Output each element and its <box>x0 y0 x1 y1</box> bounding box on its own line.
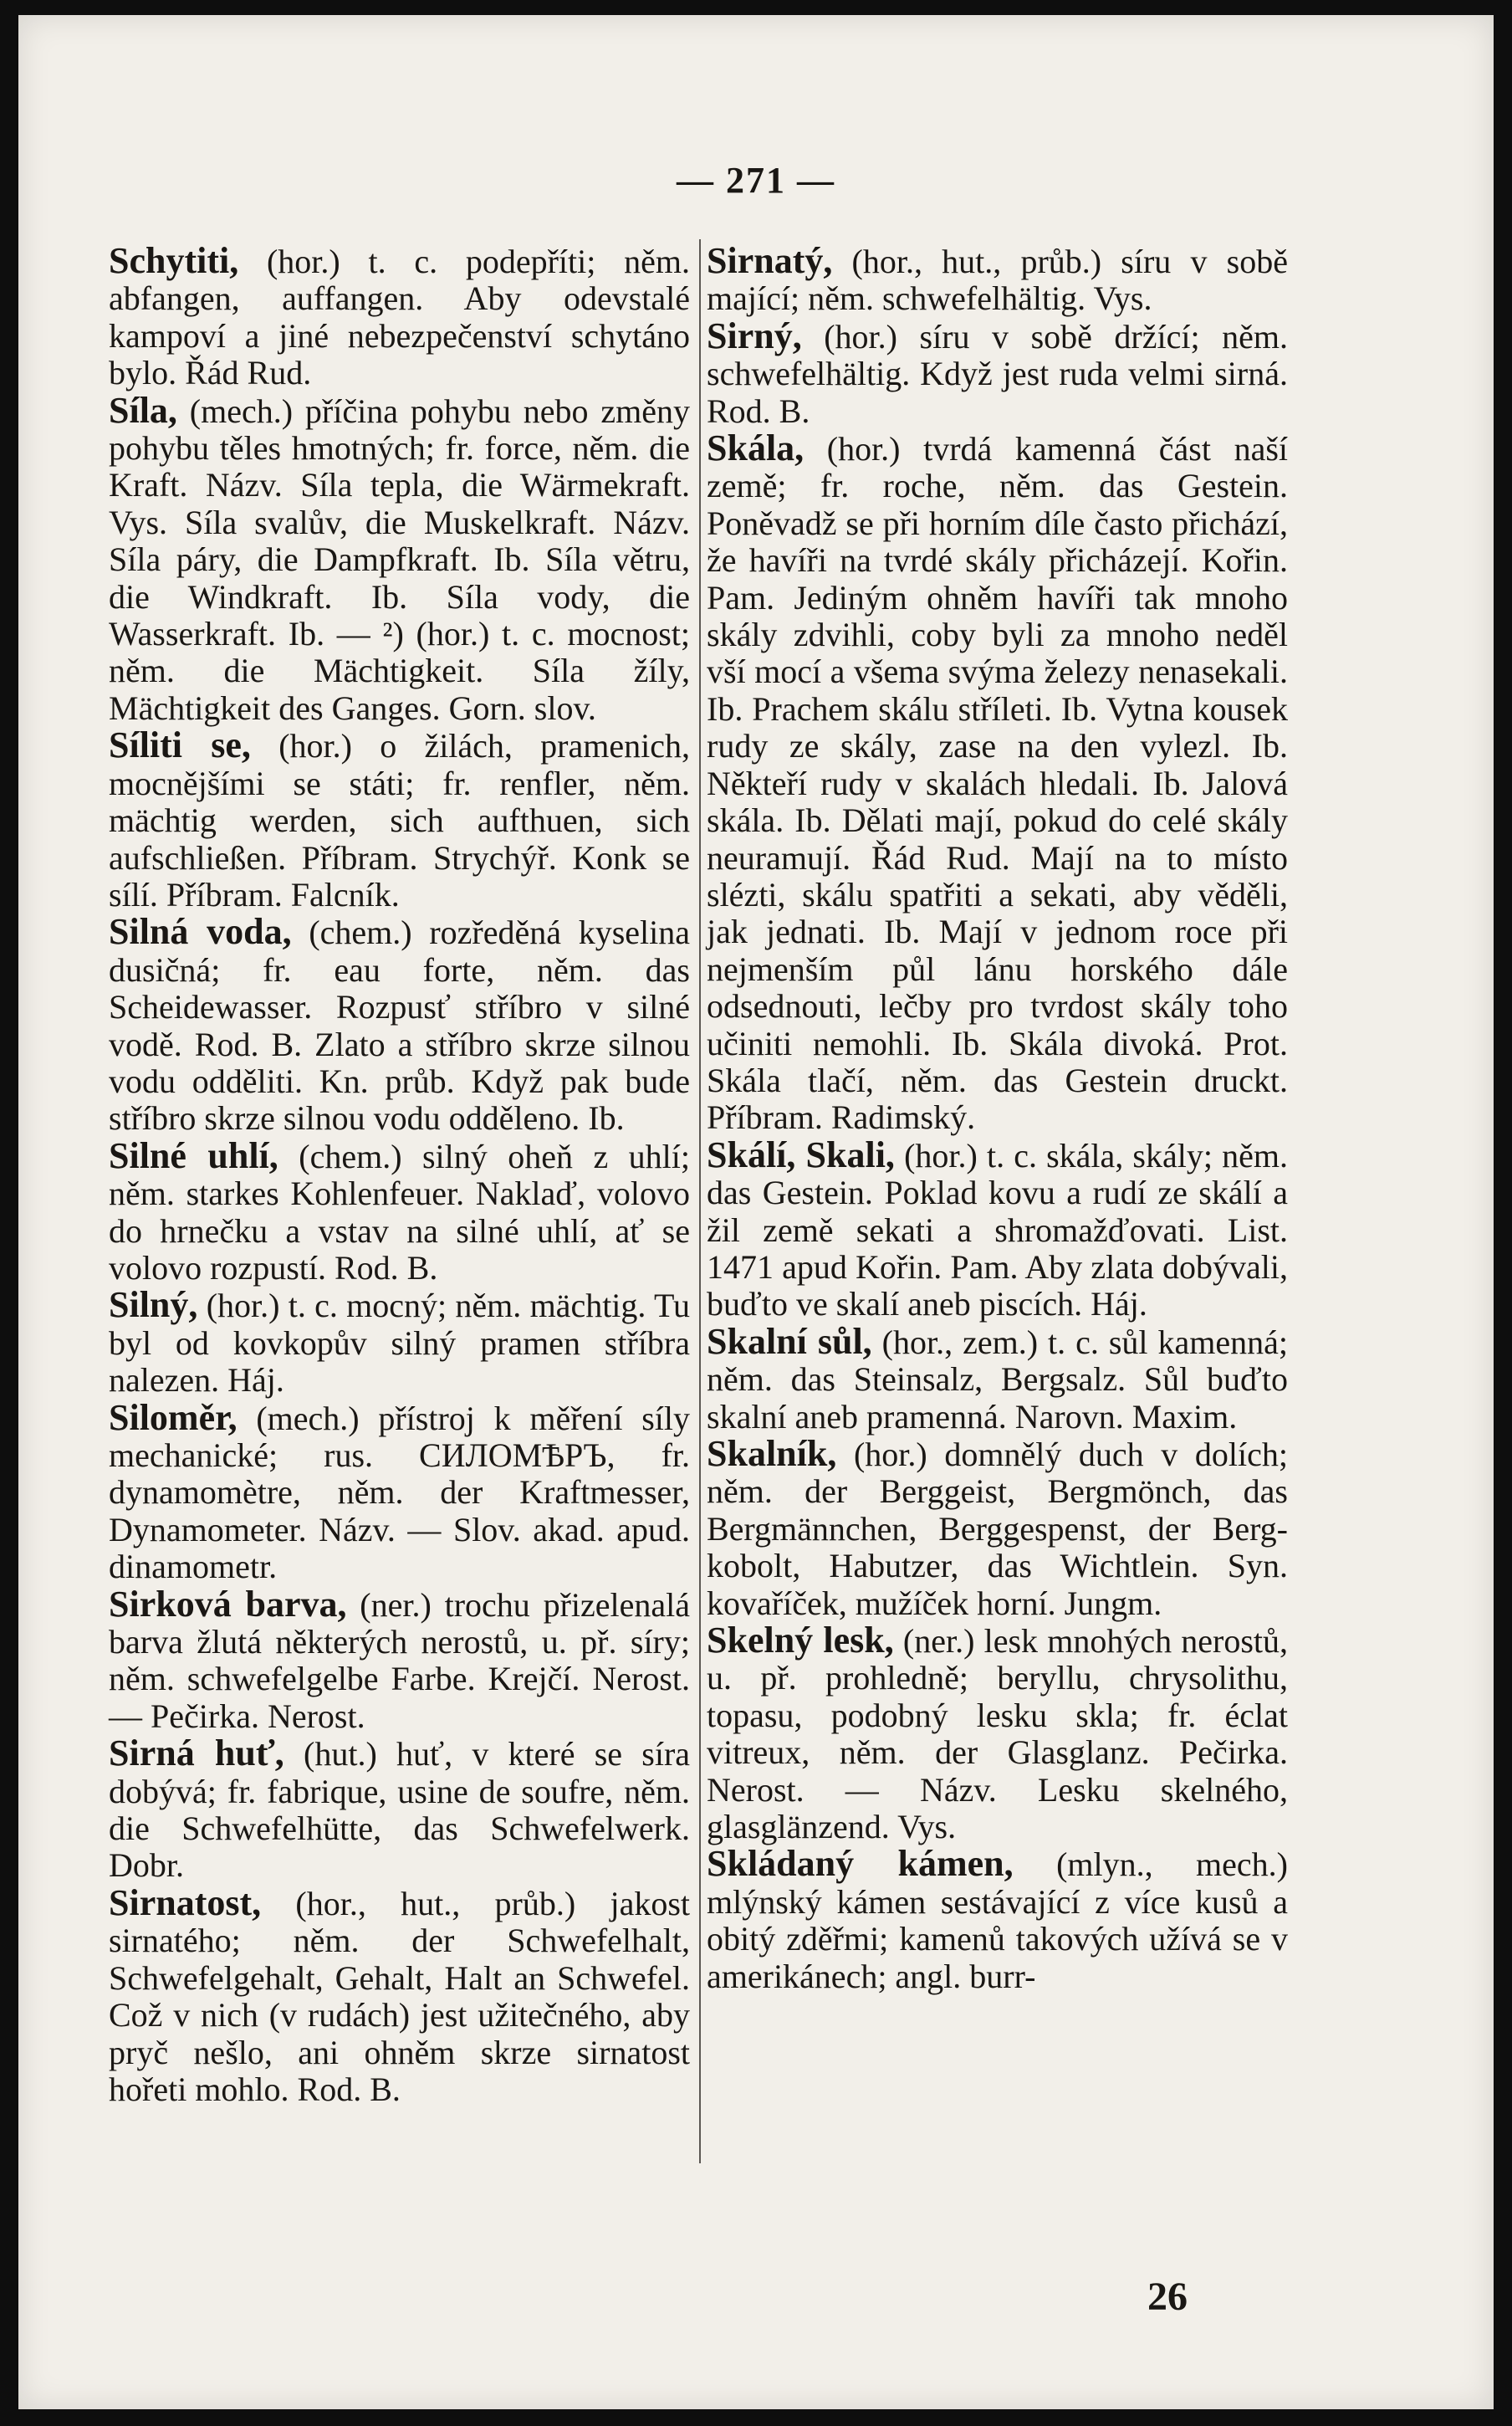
entry-headword: Siloměr, <box>109 1396 238 1438</box>
dictionary-page <box>18 15 1494 2409</box>
dictionary-entry <box>109 240 690 392</box>
entry-headword: Sirná huť, <box>109 1732 284 1774</box>
dictionary-entry <box>707 1845 1288 1995</box>
entry-headword: Skalník, <box>707 1433 837 1474</box>
entry-definition: (hor.) síru v sobě držící; něm. schwefelhältig. Když jest ruda velmi sirná. Rod. B. <box>707 317 1288 430</box>
dictionary-entry <box>109 1284 691 1400</box>
entry-definition: (mech.) příčina pohybu nebo změny pohybu těles hmotných; fr. force, něm. die Kraft. Názv. Síla tepla, die Wärmekraft. Vys. Síla svalův, die Muskelkraft. Názv. Síla páry, die Dampfkraft. Ib. Síla větru, die Windkraft. Ib. Síla vody, die Wasserkraft. Ib. — ²) (hor.) t. c. mocnost; něm. die Mächtigkeit. Síla žíly, Mächtigkeit des Ganges. Gorn. slov. <box>109 392 690 727</box>
entry-headword: Sirková barva, <box>109 1583 347 1625</box>
right-column <box>707 240 1289 1995</box>
dictionary-entry <box>707 1320 1288 1436</box>
dictionary-entry <box>109 1583 691 1736</box>
entry-definition: (chem.) silný oheň z uhlí; něm. starkes Kohlenfeuer. Naklaď, volovo do hrnečku a vstav na silné uhlí, ať se volovo rozpustí. Rod. B. <box>109 1137 691 1287</box>
dictionary-entry <box>109 1732 691 1885</box>
entry-definition: (hut.) huť, v které se síra dobývá; fr. fabrique, usine de soufre, něm. die Schwefelhütte, das Schwefelwerk. Dobr. <box>109 1735 691 1885</box>
dictionary-entry <box>109 1396 690 1586</box>
dictionary-entry <box>109 1134 691 1287</box>
entry-headword: Skalní sůl, <box>707 1320 872 1362</box>
entry-definition: (hor.) t. c. mocný; něm. mächtig. Tu byl od kovkopův silný pramen stříbra nalezen. Háj. <box>109 1287 691 1400</box>
left-column <box>109 240 691 2108</box>
entry-definition: (hor.) t. c. podepříti; něm. abfangen, auffangen. Aby odevstalé kampoví a jiné nebezpečenství schytáno bylo. Řád Rud. <box>109 243 690 392</box>
entry-headword: Síliti se, <box>109 724 251 766</box>
entry-definition: (hor.) t. c. skála, skály; něm. das Gestein. Poklad kovu a rudí ze skálí a žil země sekati a shromažďovati. List. 1471 apud Kořin. Pam. Aby zlata dobývali, buďto ve skalí aneb piscích. Háj. <box>707 1136 1288 1323</box>
entry-definition: (hor.) o žilách, pramenich, mocnějšími se státi; fr. renfler, něm. mächtig werden, sich aufthuen, sich aufschließen. Příbram. Strychýř. Konk se sílí. Příbram. Falcník. <box>109 727 690 914</box>
signature-mark: 26 <box>1147 2275 1188 2319</box>
dictionary-entry <box>707 1433 1289 1622</box>
dictionary-entry <box>707 427 1288 1137</box>
entry-headword: Skládaný kámen, <box>707 1843 1014 1885</box>
dictionary-entry <box>707 1622 1288 1845</box>
entry-headword: Skála, <box>707 427 805 469</box>
entry-headword: Silná voda, <box>109 911 292 953</box>
entry-definition: (hor., hut., průb.) jakost sirnatého; něm. der Schwefelhalt, Schwefelgehalt, Gehalt, Halt an Schwefel. Což v nich (v rudách) jest užitečného, aby pryč nešlo, ani ohněm skrze sirnatost hořeti mohlo. Rod. B. <box>109 1884 691 2108</box>
entry-headword: Sirný, <box>707 315 802 356</box>
entry-definition: (hor., hut., průb.) síru v sobě mající; něm. schwefelhältig. Vys. <box>707 243 1288 318</box>
entry-headword: Síla, <box>109 389 177 431</box>
column-divider <box>699 239 701 2163</box>
entry-definition: (ner.) trochu přizelenalá barva žlutá některých nerostů, u. př. síry; něm. schwefelgelbe Farbe. Krejčí. Nerost. — Pečirka. Nerost. <box>109 1585 691 1735</box>
entry-definition: (hor., zem.) t. c. sůl kamenná; něm. das Steinsalz, Bergsalz. Sůl buďto skalní aneb pramenná. Narovn. Maxim. <box>707 1323 1288 1436</box>
entry-headword: Schytiti, <box>109 240 239 281</box>
entry-headword: Skálí, Skali, <box>707 1134 895 1175</box>
page-number: — 271 — <box>677 160 835 201</box>
entry-headword: Silný, <box>109 1284 198 1326</box>
entry-definition: (hor.) domnělý duch v dolích; něm. der Berggeist, Bergmönch, das Bergmännchen, Berggespenst, der Berg-kobolt, Habutzer, das Wichtlein. Syn. kovaříček, mužíček horní. Jungm. <box>707 1436 1289 1622</box>
entry-headword: Silné uhlí, <box>109 1134 278 1176</box>
entry-definition: (ner.) lesk mnohých nerostů, u. př. prohledně; beryllu, chrysolithu, topasu, podobný lesku skla; fr. éclat vitreux, něm. der Glasglanz. Pečirka. Nerost. — Názv. Lesku skelného, glasglänzend. Vys. <box>707 1622 1289 1846</box>
entry-headword: Sirnatý, <box>707 240 833 281</box>
entry-definition: (mlyn., mech.) mlýnský kámen sestávající z více kusů a obitý zděřmi; kamenů takových užívá se v amerikánech; angl. burr- <box>707 1845 1288 1995</box>
entry-headword: Sirnatost, <box>109 1881 262 1923</box>
entry-definition: (hor.) tvrdá kamenná část naší země; fr. roche, něm. das Gestein. Poněvadž se při horním díle často přichází, že havíři na tvrdé skály přicházejí. Kořin. Pam. Jediným ohněm havíři tak mnoho skály zdvihli, coby byli za mnoho neděl vší mocí a všema svýma železy nenasekali. Ib. Prachem skálu stříleti. Ib. Vytna kousek rudy ze skály, zase na den vylezl. Ib. Někteří rudy v skalách hledali. Ib. Jalová skála. Ib. Dělati mají, pokud do celé skály neuramují. Řád Rud. Mají na to místo slézti, skálu spatřiti a sekati, aby věděli, jak jednati. Ib. Mají v jednom roce při nejmenším půl lánu horského dále odsednouti, lečby pro tvrdost skály toho učiniti nemohli. Ib. Skála divoká. Prot. Skála tlačí, něm. das Gestein druckt. Příbram. Radimský. <box>707 430 1288 1137</box>
entry-headword: Skelný lesk, <box>707 1620 894 1661</box>
entry-definition: (mech.) přístroj k měření síly mechanické; rus. СИЛОМѢРЪ, fr. dynamomètre, něm. der Kraftmesser, Dynamometer. Názv. — Slov. akad. apud. dinamometr. <box>109 1399 690 1586</box>
dictionary-entry <box>109 389 690 728</box>
dictionary-entry <box>109 724 690 914</box>
dictionary-entry <box>707 1134 1288 1323</box>
dictionary-entry <box>707 240 1288 318</box>
dictionary-entry <box>707 315 1288 430</box>
dictionary-entry <box>109 1881 691 2108</box>
entry-definition: (chem.) rozředěná kyselina dusičná; fr. eau forte, něm. das Scheidewasser. Rozpusť stříbro v silné vodě. Rod. B. Zlato a stříbro skrze silnou vodu odděliti. Kn. průb. Když pak bude stříbro skrze silnou vodu odděleno. Ib. <box>109 914 690 1138</box>
dictionary-entry <box>109 911 690 1138</box>
